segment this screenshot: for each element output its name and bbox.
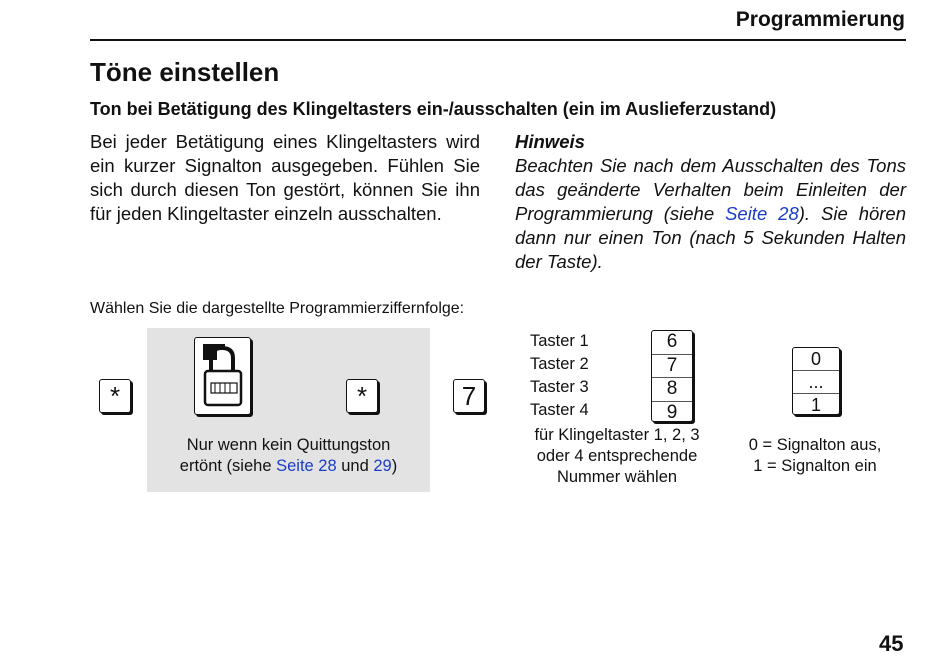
taster-digit-keys — [651, 330, 693, 422]
taster-digit: 7 — [652, 355, 692, 379]
padlock-icon — [194, 337, 251, 415]
value-digit: ... — [793, 371, 839, 394]
taster-digit: 8 — [652, 378, 692, 402]
value-digit: 0 — [793, 348, 839, 371]
value-caption — [725, 435, 905, 477]
body-text: Bei jeder Betätigung eines Klingeltasters wird ein kurzer Signalton ausgegeben. Fühlen Sie sich durch diesen Ton gestört, können Sie ihn für jeden Klingeltaster einzeln ausschalten. — [90, 131, 480, 224]
asterisk-key-icon — [346, 379, 378, 413]
header-title: Programmierung — [735, 8, 905, 31]
key-label: * — [356, 380, 368, 411]
value-caption-line: 1 = Signalton ein — [753, 457, 877, 475]
taster-caption — [517, 425, 717, 488]
hint-block — [515, 130, 906, 274]
taster-caption-line: für Klingeltaster 1, 2, 3 — [534, 426, 700, 444]
box-page-link-28[interactable]: Seite 28 — [276, 457, 337, 475]
taster-label: Taster 1 — [530, 332, 589, 350]
page-number: 45 — [879, 631, 904, 656]
asterisk-key-icon — [99, 379, 131, 413]
box-caption-mid: und — [336, 457, 374, 475]
header-rule — [90, 39, 906, 41]
value-digit: 1 — [810, 394, 821, 415]
box-caption-line1: Nur wenn kein Quittungston — [186, 436, 391, 454]
digit-key-7 — [453, 379, 485, 413]
page-title: Töne einstellen — [90, 57, 280, 87]
value-caption-line: 0 = Signalton aus, — [748, 436, 882, 454]
taster-digit: 9 — [666, 401, 678, 423]
box-caption — [147, 435, 430, 477]
taster-caption-line: oder 4 entsprechende — [536, 447, 698, 465]
section-title: Ton bei Betätigung des Klingeltasters ein-/ausschalten (ein im Auslieferzustand) — [90, 99, 777, 119]
taster-label: Taster 4 — [530, 401, 589, 419]
key-label: 7 — [461, 380, 477, 411]
taster-digit: 6 — [652, 331, 692, 355]
instruction-text: Wählen Sie die dargestellte Programmierziffernfolge: — [90, 300, 465, 317]
taster-list — [530, 330, 589, 422]
key-label: * — [109, 380, 121, 411]
hint-title: Hinweis — [515, 131, 585, 152]
value-digit-keys — [792, 347, 840, 415]
hint-text-after: ). Sie hören dann nur einen Ton (nach 5 Sekunden Halten der Taste). — [515, 203, 907, 272]
hint-page-link[interactable]: Seite 28 — [725, 203, 799, 224]
hint-text-before: Beachten Sie nach dem Ausschalten des Tons das geänderte Verhalten beim Einleiten der Programmierung (siehe — [515, 155, 906, 224]
box-caption-post: ) — [391, 457, 398, 475]
taster-caption-line: Nummer wählen — [556, 468, 678, 486]
taster-label: Taster 3 — [530, 378, 589, 396]
taster-label: Taster 2 — [530, 355, 589, 373]
box-caption-pre: ertönt (siehe — [179, 457, 277, 475]
box-page-link-29[interactable]: 29 — [373, 457, 392, 475]
